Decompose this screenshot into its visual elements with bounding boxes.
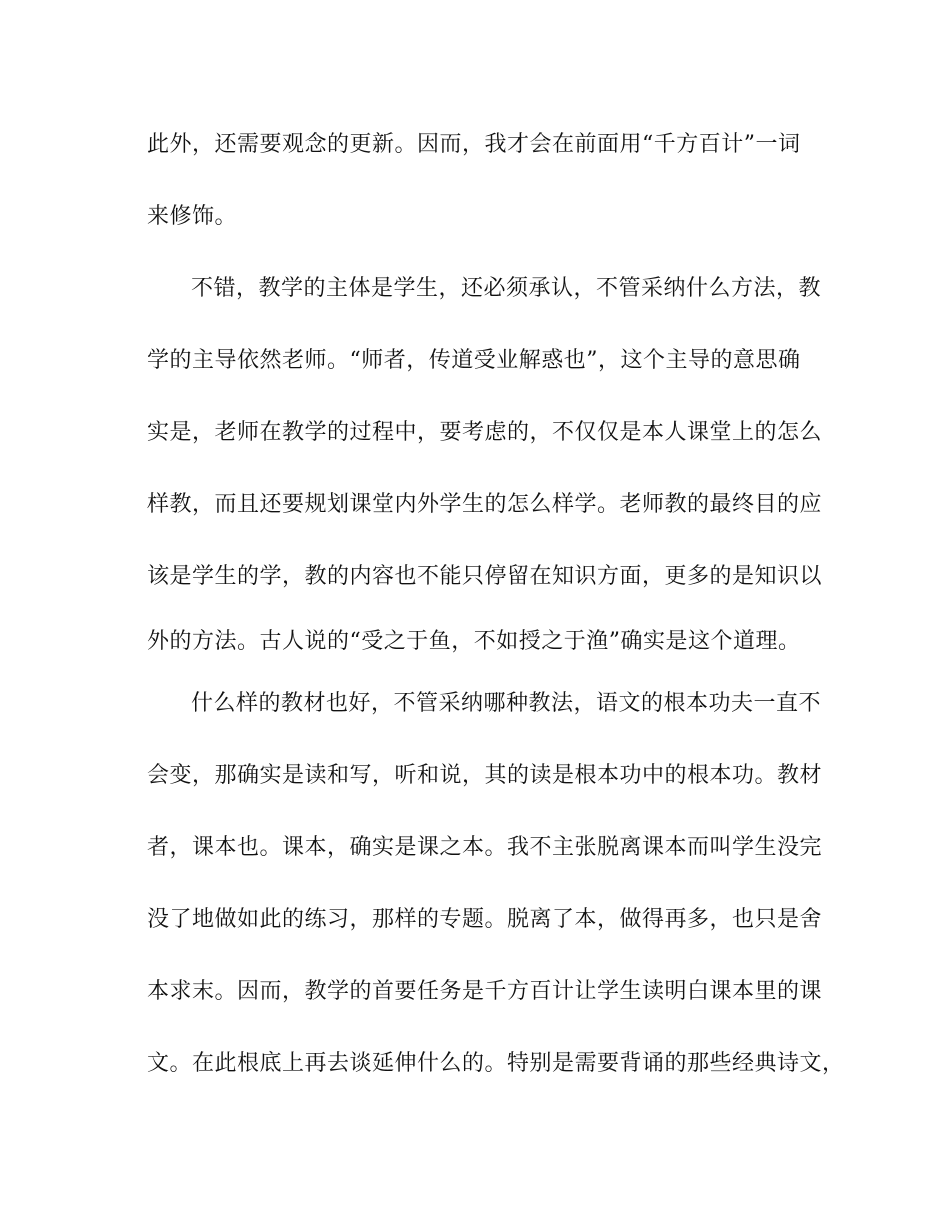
paragraph-line: 不错，教学的主体是学生，还必须承认，不管采纳什么方法，教 [191,276,822,301]
paragraph-line: 文。在此根底上再去谈延伸什么的。特别是需要背诵的那些经典诗文， [147,1051,845,1076]
paragraph-line: 该是学生的学，教的内容也不能只停留在知识方面，更多的是知识以 [147,564,823,589]
paragraph-line: 没了地做如此的练习，那样的专题。脱离了本，做得再多，也只是舍 [147,907,823,932]
paragraph-line: 什么样的教材也好，不管采纳哪种教法，语文的根本功夫一直不 [191,691,822,716]
paragraph-line: 者，课本也。课本，确实是课之本。我不主张脱离课本而叫学生没完 [147,835,823,860]
paragraph-line: 本求末。因而，教学的首要任务是千方百计让学生读明白课本里的课 [147,979,823,1004]
paragraph-line: 样教，而且还要规划课堂内外学生的怎么样学。老师教的最终目的应 [147,492,823,517]
paragraph-line: 外的方法。古人说的“受之于鱼，不如授之于渔”确实是这个道理。 [147,629,801,654]
paragraph-line: 实是，老师在教学的过程中，要考虑的，不仅仅是本人课堂上的怎么 [147,420,823,445]
paragraph-line: 学的主导依然老师。“师者，传道受业解惑也”，这个主导的意思确 [147,348,801,373]
paragraph-line: 会变，那确实是读和写，听和说，其的读是根本功中的根本功。教材 [147,763,823,788]
paragraph-line: 来修饰。 [147,204,238,229]
paragraph-line: 此外，还需要观念的更新。因而，我才会在前面用“千方百计”一词 [147,132,801,157]
